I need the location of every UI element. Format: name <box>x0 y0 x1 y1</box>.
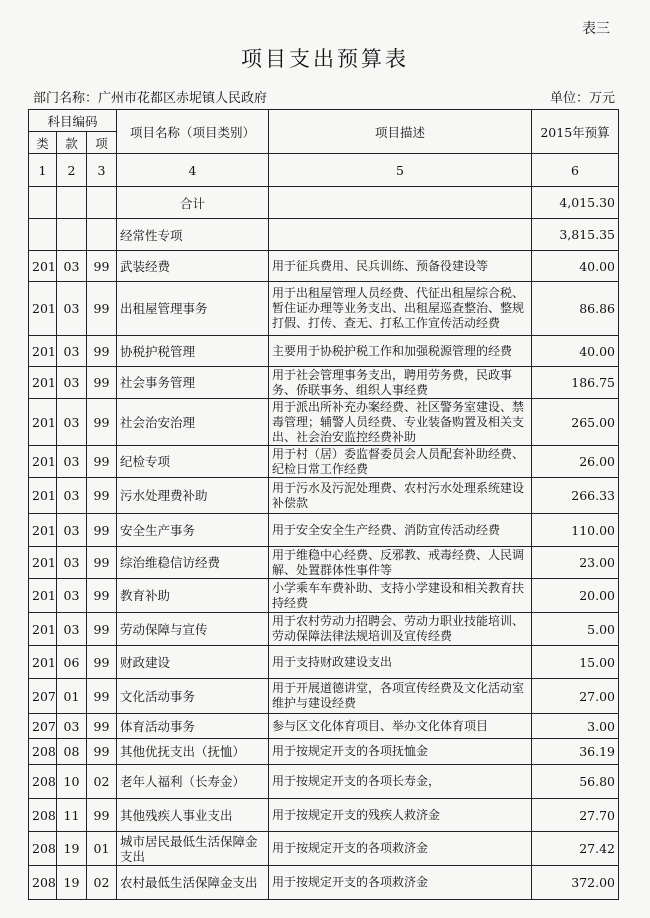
total-row <box>29 187 619 219</box>
code-kuan-cell: 03 <box>57 399 87 446</box>
project-name-cell: 综治维稳信访经费 <box>117 547 269 579</box>
budget-value-cell: 36.19 <box>532 739 619 765</box>
index-cell: 4 <box>117 154 269 187</box>
header-budget: 2015年预算 <box>532 110 619 154</box>
table-row <box>29 799 619 832</box>
subtotal-label: 经常性专项 <box>117 219 269 251</box>
project-name-cell: 体育活动事务 <box>117 714 269 739</box>
header-xiang: 项 <box>87 132 117 154</box>
project-desc-cell: 小学乘车车费补助、支持小学建设和相关教育扶持经费 <box>269 579 532 613</box>
code-lei-cell: 201 <box>29 613 57 646</box>
code-xiang-cell: 99 <box>87 646 117 679</box>
code-lei-cell: 207 <box>29 679 57 714</box>
code-lei-cell: 208 <box>29 832 57 866</box>
code-kuan-cell: 03 <box>57 613 87 646</box>
table-row <box>29 514 619 547</box>
total-value: 4,015.30 <box>532 187 619 219</box>
header-code-group: 科目编码 <box>29 110 117 132</box>
header-project-desc: 项目描述 <box>269 110 532 154</box>
code-xiang-cell: 02 <box>87 866 117 900</box>
code-kuan-cell: 19 <box>57 832 87 866</box>
table-number: 表三 <box>582 21 610 37</box>
code-lei-cell: 201 <box>29 478 57 514</box>
index-cell: 6 <box>532 154 619 187</box>
code-lei-cell: 207 <box>29 714 57 739</box>
code-kuan-cell: 03 <box>57 336 87 367</box>
project-name-cell: 社会事务管理 <box>117 367 269 399</box>
project-name-cell: 农村最低生活保障金支出 <box>117 866 269 900</box>
project-name-cell: 其他残疾人事业支出 <box>117 799 269 832</box>
project-name-cell: 教育补助 <box>117 579 269 613</box>
budget-value-cell: 40.00 <box>532 336 619 367</box>
code-kuan-cell: 03 <box>57 446 87 478</box>
project-desc-cell: 用于开展道德讲堂，各项宣传经费及文化活动室维护与建设经费 <box>269 679 532 714</box>
code-lei-cell: 201 <box>29 646 57 679</box>
code-xiang-cell: 99 <box>87 679 117 714</box>
code-kuan-cell: 03 <box>57 251 87 282</box>
index-cell: 3 <box>87 154 117 187</box>
project-desc-cell: 用于农村劳动力招聘会、劳动力职业技能培训、劳动保障法律法规培训及宣传经费 <box>269 613 532 646</box>
project-name-cell: 社会治安治理 <box>117 399 269 446</box>
project-desc-cell: 用于按规定开支的各项救济金 <box>269 832 532 866</box>
code-xiang-cell: 99 <box>87 799 117 832</box>
header-lei: 类 <box>29 132 57 154</box>
table-row <box>29 336 619 367</box>
project-desc-cell: 用于村（居）委监督委员会人员配套补助经费、纪检日常工作经费 <box>269 446 532 478</box>
project-name-cell: 出租屋管理事务 <box>117 282 269 336</box>
table-row <box>29 446 619 478</box>
index-cell: 2 <box>57 154 87 187</box>
table-row <box>29 478 619 514</box>
table-row <box>29 714 619 739</box>
code-kuan-cell: 03 <box>57 547 87 579</box>
table-row <box>29 399 619 446</box>
project-name-cell: 其他优抚支出（抚恤） <box>117 739 269 765</box>
code-xiang-cell: 01 <box>87 832 117 866</box>
code-lei-cell: 208 <box>29 799 57 832</box>
project-name-cell: 武装经费 <box>117 251 269 282</box>
code-lei-cell: 201 <box>29 336 57 367</box>
table-row <box>29 613 619 646</box>
code-kuan-cell: 03 <box>57 282 87 336</box>
table-row <box>29 646 619 679</box>
code-lei-cell: 201 <box>29 367 57 399</box>
budget-value-cell: 86.86 <box>532 282 619 336</box>
table-row <box>29 251 619 282</box>
table-row <box>29 866 619 900</box>
project-desc-cell: 用于按规定开支的各项抚恤金 <box>269 739 532 765</box>
code-kuan-cell: 06 <box>57 646 87 679</box>
project-name-cell: 财政建设 <box>117 646 269 679</box>
subtotal-row <box>29 219 619 251</box>
page-title: 项目支出预算表 <box>241 47 409 71</box>
code-kuan-cell: 08 <box>57 739 87 765</box>
code-lei-cell: 201 <box>29 579 57 613</box>
unit-label: 单位：万元 <box>550 91 616 106</box>
project-desc-cell: 主要用于协税护税工作和加强税源管理的经费 <box>269 336 532 367</box>
project-desc-cell: 用于派出所补充办案经费、社区警务室建设、禁毒管理；辅警人员经费、专业装备购置及相关支出、社会治安监控经费补助 <box>269 399 532 446</box>
budget-value-cell: 5.00 <box>532 613 619 646</box>
project-desc-cell: 用于按规定开支的各项长寿金， <box>269 765 532 799</box>
code-xiang-cell: 99 <box>87 613 117 646</box>
code-kuan-cell: 03 <box>57 478 87 514</box>
code-kuan-cell: 01 <box>57 679 87 714</box>
index-cell: 5 <box>269 154 532 187</box>
table-row <box>29 367 619 399</box>
code-xiang-cell: 99 <box>87 446 117 478</box>
project-name-cell: 劳动保障与宣传 <box>117 613 269 646</box>
project-name-cell: 文化活动事务 <box>117 679 269 714</box>
budget-value-cell: 3.00 <box>532 714 619 739</box>
project-desc-cell: 用于社会管理事务支出，聘用劳务费，民政事务、侨联事务、组织人事经费 <box>269 367 532 399</box>
budget-value-cell: 26.00 <box>532 446 619 478</box>
code-lei-cell: 201 <box>29 251 57 282</box>
budget-value-cell: 266.33 <box>532 478 619 514</box>
budget-value-cell: 372.00 <box>532 866 619 900</box>
code-xiang-cell: 99 <box>87 478 117 514</box>
project-name-cell: 城市居民最低生活保障金支出 <box>117 832 269 866</box>
table-row <box>29 547 619 579</box>
budget-value-cell: 15.00 <box>532 646 619 679</box>
code-xiang-cell: 99 <box>87 714 117 739</box>
budget-value-cell: 186.75 <box>532 367 619 399</box>
project-desc-cell: 用于安全安全生产经费、消防宣传活动经费 <box>269 514 532 547</box>
table-row <box>29 679 619 714</box>
code-kuan-cell: 03 <box>57 367 87 399</box>
budget-value-cell: 27.70 <box>532 799 619 832</box>
code-lei-cell: 201 <box>29 399 57 446</box>
project-name-cell: 老年人福利（长寿金） <box>117 765 269 799</box>
budget-value-cell: 265.00 <box>532 399 619 446</box>
project-desc-cell: 用于按规定开支的残疾人救济金 <box>269 799 532 832</box>
code-lei-cell: 201 <box>29 446 57 478</box>
table-row <box>29 282 619 336</box>
table-row <box>29 832 619 866</box>
code-xiang-cell: 99 <box>87 547 117 579</box>
header-kuan: 款 <box>57 132 87 154</box>
project-name-cell: 污水处理费补助 <box>117 478 269 514</box>
code-kuan-cell: 19 <box>57 866 87 900</box>
code-xiang-cell: 99 <box>87 399 117 446</box>
code-kuan-cell: 10 <box>57 765 87 799</box>
code-kuan-cell: 03 <box>57 514 87 547</box>
department-name: 部门名称：广州市花都区赤坭镇人民政府 <box>33 91 268 106</box>
code-xiang-cell: 99 <box>87 579 117 613</box>
project-desc-cell: 用于维稳中心经费、反邪教、戒毒经费、人民调解、处置群体性事件等 <box>269 547 532 579</box>
subtotal-value: 3,815.35 <box>532 219 619 251</box>
code-lei-cell: 201 <box>29 514 57 547</box>
code-lei-cell: 208 <box>29 765 57 799</box>
code-kuan-cell: 03 <box>57 714 87 739</box>
code-xiang-cell: 99 <box>87 251 117 282</box>
total-label: 合计 <box>117 187 269 219</box>
code-xiang-cell: 99 <box>87 367 117 399</box>
project-name-cell: 纪检专项 <box>117 446 269 478</box>
budget-value-cell: 27.42 <box>532 832 619 866</box>
budget-value-cell: 27.00 <box>532 679 619 714</box>
budget-value-cell: 56.80 <box>532 765 619 799</box>
budget-value-cell: 110.00 <box>532 514 619 547</box>
project-desc-cell: 用于支持财政建设支出 <box>269 646 532 679</box>
budget-value-cell: 20.00 <box>532 579 619 613</box>
project-desc-cell: 参与区文化体育项目、举办文化体育项目 <box>269 714 532 739</box>
code-lei-cell: 208 <box>29 866 57 900</box>
project-desc-cell: 用于按规定开支的各项救济金 <box>269 866 532 900</box>
table-row <box>29 739 619 765</box>
code-kuan-cell: 03 <box>57 579 87 613</box>
index-cell: 1 <box>29 154 57 187</box>
budget-table <box>28 109 619 900</box>
code-lei-cell: 208 <box>29 739 57 765</box>
code-xiang-cell: 99 <box>87 739 117 765</box>
code-xiang-cell: 99 <box>87 282 117 336</box>
project-name-cell: 协税护税管理 <box>117 336 269 367</box>
code-xiang-cell: 99 <box>87 514 117 547</box>
project-desc-cell: 用于污水及污泥处理费、农村污水处理系统建设补偿款 <box>269 478 532 514</box>
table-row <box>29 765 619 799</box>
code-xiang-cell: 99 <box>87 336 117 367</box>
table-row <box>29 579 619 613</box>
code-lei-cell: 201 <box>29 547 57 579</box>
budget-value-cell: 23.00 <box>532 547 619 579</box>
budget-value-cell: 40.00 <box>532 251 619 282</box>
code-kuan-cell: 11 <box>57 799 87 832</box>
code-xiang-cell: 02 <box>87 765 117 799</box>
project-desc-cell: 用于征兵费用、民兵训练、预备役建设等 <box>269 251 532 282</box>
project-desc-cell: 用于出租屋管理人员经费、代征出租屋综合税、暂住证办理等业务支出、出租屋巡查整治、整规打假、打传、查无、打私工作宣传活动经费 <box>269 282 532 336</box>
header-project-name: 项目名称（项目类别） <box>117 110 269 154</box>
code-lei-cell: 201 <box>29 282 57 336</box>
project-name-cell: 安全生产事务 <box>117 514 269 547</box>
